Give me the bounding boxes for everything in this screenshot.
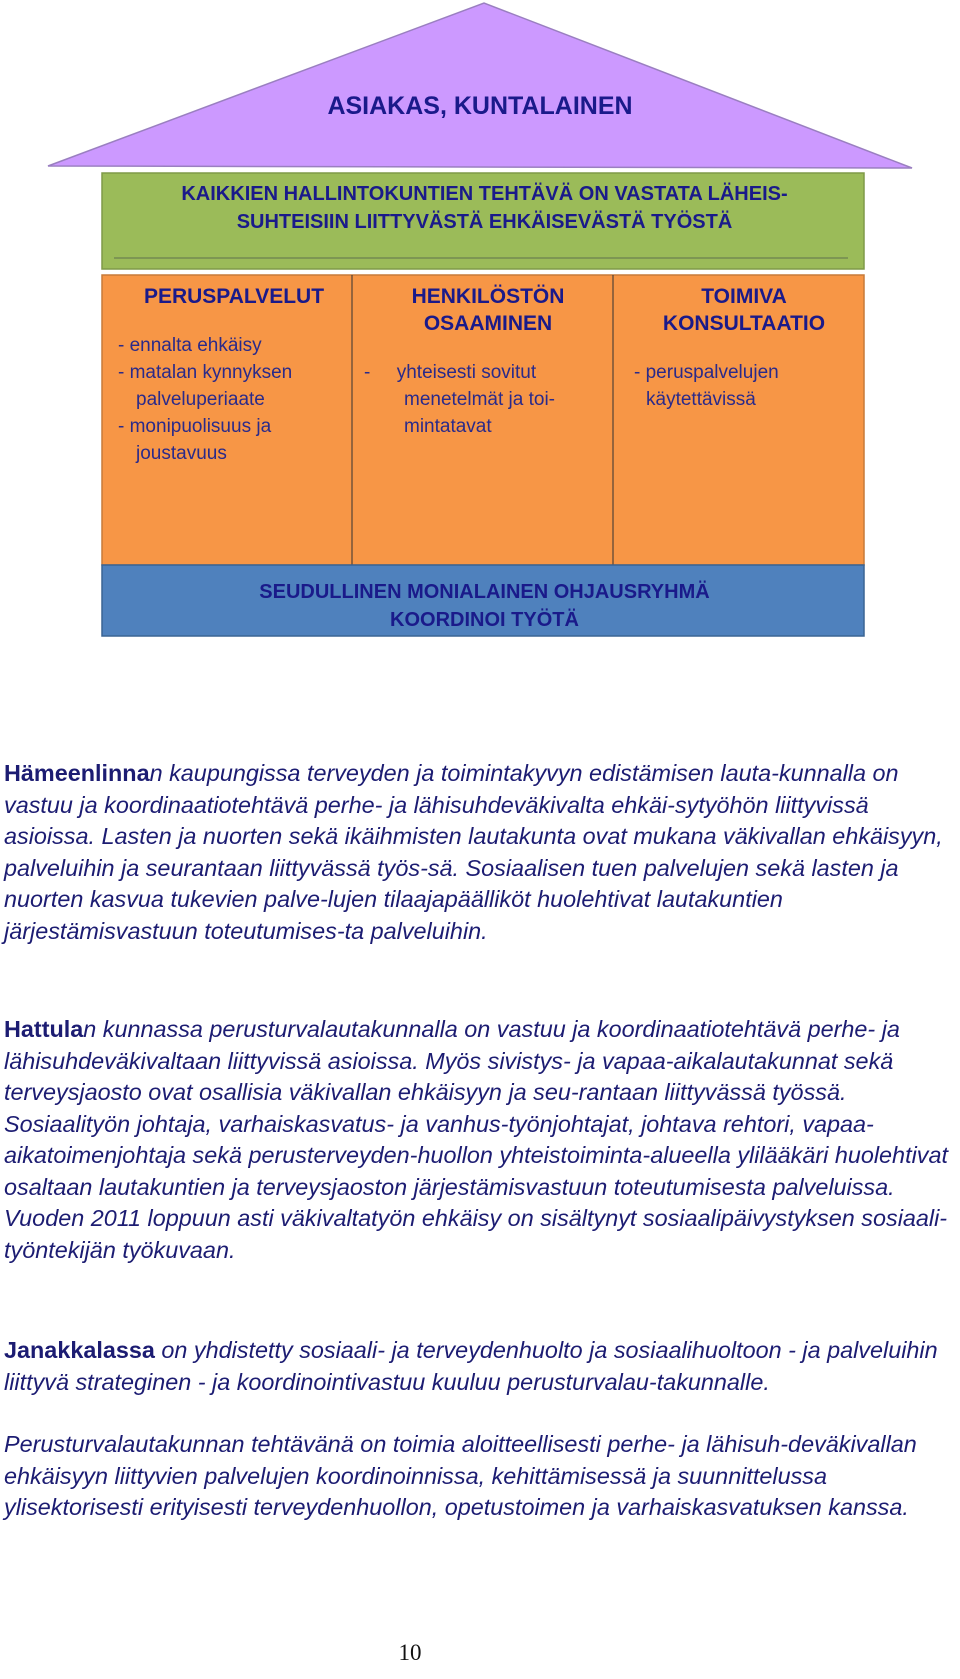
list-item: - matalan kynnyksen palveluperiaate	[118, 362, 293, 410]
place-name: Hattula	[4, 1016, 84, 1042]
green-band-text	[103, 180, 866, 236]
roof-title: ASIAKAS, KUNTALAINEN	[327, 92, 633, 120]
list-item: - peruspalvelujen käytettävissä	[634, 362, 779, 410]
column-heading: TOIMIVA KONSULTAATIO	[662, 285, 826, 335]
list-item: - monipuolisuus ja joustavuus	[118, 416, 272, 464]
paragraph-hattula	[4, 1014, 954, 1266]
blue-base-line-1: SEUDULLINEN MONIALAINEN OHJAUSRYHMÄ	[259, 581, 710, 603]
list-item: - yhteisesti sovitut menetelmät ja toi-mintatavat	[364, 362, 556, 437]
page-number: 10	[398, 1640, 422, 1665]
blue-base-line-2: KOORDINOI TYÖTÄ	[390, 609, 579, 631]
green-band-line-2: SUHTEISIIN LIITTYVÄSTÄ EHKÄISEVÄSTÄ TYÖSTÄ	[236, 211, 733, 233]
green-band-line-1: KAIKKIEN HALLINTOKUNTIEN TEHTÄVÄ ON VASTATA LÄHEIS-	[181, 183, 788, 205]
column-heading: HENKILÖSTÖN OSAAMINEN	[411, 285, 565, 335]
blue-base-text	[103, 578, 866, 634]
paragraph-hameenlinna	[4, 758, 954, 947]
paragraph-janakkala	[4, 1335, 954, 1398]
place-name: Hämeenlinna	[4, 760, 150, 786]
paragraph-text: on yhdistetty sosiaali- ja terveydenhuolto ja sosiaalihuoltoon - ja palveluihin liittyvä strateginen - ja koordinointivastuu kuuluu perusturvalau-takunnalle.	[4, 1337, 938, 1395]
column-heading: PERUSPALVELUT	[143, 285, 325, 308]
column-toimiva-konsultaatio	[622, 283, 866, 413]
paragraph-text: n kunnassa perusturvalautakunnalla on vastuu ja koordinaatiotehtävä perhe- ja lähisuhdeväkivaltaan liittyvissä asioissa. Myös sivistys- ja vapaa-aikalautakunnat sekä terveysjaosto ovat osallisia väkivallan ehkäisyyn ja seu-rantaan liittyvässä työssä. Sosiaalityön johtaja, varhaiskasvatus- ja vanhus-työnjohtajat, johtava rehtori, vapaa-aikatoimenjohtaja sekä perusterveyden-huollon yhteistoiminta-alueella ylilääkäri huolehtivat osaltaan lautakuntien ja terveysjaoston järjestämisvastuun toteutumisesta palveluissa. Vuoden 2011 loppuun asti väkivaltatyön ehkäisy on sisältynyt sosiaalipäivystyksen sosiaali-työntekijän työkuvaan.	[4, 1016, 948, 1263]
paragraph-text: n kaupungissa terveyden ja toimintakyvyn edistämisen lauta-kunnalla on vastuu ja koordinaatiotehtävä perhe- ja lähisuhdeväkivalta ehkäi-sytyöhön liittyvissä asioissa. Lasten ja nuorten sekä ikäihmisten lautakunta ovat mukana väkivallan ehkäisyyn, palveluihin ja seurantaan liittyvässä työs-sä. Sosiaalisen tuen palvelujen sekä lasten ja nuorten kasvua tukevien palve-lujen tilaajapäälliköt huolehtivat lautakuntien järjestämisvastuun toteutumises-ta palveluihin.	[4, 760, 943, 944]
place-name: Janakkalassa	[4, 1337, 155, 1363]
column-peruspalvelut	[118, 283, 350, 467]
column-henkiloston-osaaminen	[364, 283, 612, 440]
paragraph-perusturvalautakunta: Perusturvalautakunnan tehtävänä on toimia aloitteellisesti perhe- ja lähisuh-deväkivallan ehkäisyyn liittyvien palvelujen koordinoinnissa, kehittämisessä ja suunnittelussa ylisektorisesti erityisesti terveydenhuollon, opetustoimen ja varhaiskasvatuksen kanssa.	[4, 1431, 917, 1520]
roof-triangle	[48, 3, 912, 168]
list-item: - ennalta ehkäisy	[118, 335, 262, 356]
